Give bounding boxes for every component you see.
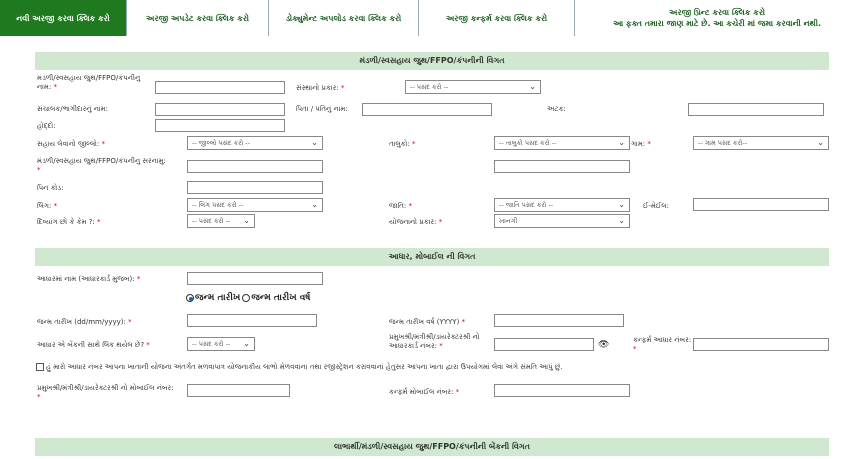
required-mark: * <box>633 345 637 353</box>
district-label <box>37 140 105 149</box>
address-line2-input[interactable] <box>494 160 630 173</box>
scheme-type-label <box>389 218 442 227</box>
address-label-text: મંડળી/સ્વસહાય જુથ/FFPO/કંપનીનુ સરનામુ: <box>37 157 166 165</box>
surname-input[interactable] <box>688 103 824 116</box>
radio-birth-year[interactable] <box>242 294 250 302</box>
gender-select[interactable] <box>187 198 323 212</box>
required-mark: * <box>96 218 101 226</box>
birth-year-label-text: જન્મ તારીખ વર્ષ (YYYY) <box>389 318 460 326</box>
director-name-input[interactable] <box>155 103 285 116</box>
required-mark: * <box>128 318 132 326</box>
caste-select-value: -- જાતિ પસંદ કરો -- <box>499 200 554 209</box>
radio-birth-year-label: જન્મ તારીખ વર્ષ <box>251 293 311 303</box>
chevron-down-icon: ⌄ <box>618 138 625 147</box>
email-input[interactable] <box>693 198 829 211</box>
district-select-value: -- જીલ્લો પસંદ કરો -- <box>192 138 250 147</box>
disabled-select[interactable] <box>187 214 255 228</box>
post-input[interactable] <box>155 119 285 132</box>
aadhaar-number-label-line2: આધારકાર્ડ નંબર: <box>389 342 437 350</box>
pincode-label: પિન કોડ: <box>37 184 64 192</box>
taluka-label <box>389 140 415 149</box>
required-mark: * <box>136 275 141 283</box>
scheme-type-select[interactable] <box>494 214 630 228</box>
tab-upload-documents[interactable]: ડોક્યુમેન્ટ અપલોડ કરવા ક્લિક કરો <box>269 0 419 36</box>
top-tabs <box>0 0 859 36</box>
required-mark: * <box>146 341 150 349</box>
caste-label-text: જાતિ: <box>389 202 407 210</box>
chevron-down-icon: ⌄ <box>311 138 318 147</box>
caste-label <box>389 202 412 211</box>
required-mark: * <box>439 342 443 350</box>
aadhaar-number-label-line1: પ્રમુખશ્રી/મંત્રીશ્રી/ડાયરેક્ટરશ્રી નો <box>389 333 480 341</box>
org-type-select[interactable] <box>405 80 541 94</box>
birth-year-label <box>389 318 465 327</box>
tab-print-note: આ ફક્ત તમારા જાણ માટે છે. આ કચેરી માં જમા કરવાની નથી. <box>612 19 822 28</box>
chevron-down-icon: ⌄ <box>243 216 250 225</box>
radio-dob-label: જન્મ તારીખ <box>195 293 241 303</box>
village-select-value: -- ગામ પસંદ કરો-- <box>698 138 748 147</box>
confirm-mobile-label <box>389 388 459 397</box>
disabled-label-text: દિવ્યાંગ છો કે કેમ ?: <box>37 218 95 226</box>
district-select[interactable] <box>187 136 323 150</box>
section-bank-details-header: લાભાર્થી/મંડળી/સ્વસહાય જુથ/FFPO/કંપનીની બેંકની વિગત <box>35 438 829 456</box>
birth-year-input[interactable] <box>494 314 624 327</box>
gender-label <box>37 202 57 211</box>
taluka-select-value: -- તાલુકો પસંદ કરો -- <box>499 138 557 147</box>
director-name-label: સંચાલક/ભાગીદારનું નામ: <box>37 105 108 113</box>
org-type-select-value: -- પસંદ કરો -- <box>410 82 449 91</box>
chevron-down-icon: ⌄ <box>618 216 625 225</box>
gender-label-text: લિંગ: <box>37 202 52 210</box>
required-mark: * <box>37 166 41 174</box>
scheme-type-label-text: યોજનાનો પ્રકાર: <box>389 218 437 226</box>
aadhaar-name-label-text: આધારમાં નામ (આધારકાર્ડ મુજબ): <box>37 275 135 283</box>
tab-confirm-application[interactable]: અરજી કન્ફર્મ કરવા ક્લિક કરો <box>419 0 575 36</box>
taluka-select[interactable] <box>494 136 630 150</box>
required-mark: * <box>101 140 105 148</box>
tab-print-label: અરજી પ્રિન્ટ કરવા ક્લિક કરો <box>669 8 765 17</box>
village-label <box>631 140 651 149</box>
required-mark: * <box>411 140 416 148</box>
tab-print-application[interactable] <box>575 0 859 36</box>
disabled-select-value: -- પસંદ કરો -- <box>192 216 231 225</box>
required-mark: * <box>455 388 460 396</box>
tab-update-application[interactable]: અરજી અપડેટ કરવા ક્લિક કરો <box>127 0 269 36</box>
caste-select[interactable] <box>494 198 630 212</box>
dob-label <box>37 318 132 327</box>
confirm-aadhaar-label-text: કન્ફર્મ આધાર નંબર: <box>633 336 692 344</box>
aadhaar-name-label <box>37 275 140 284</box>
org-type-label-text: સંસ્થાનો પ્રકાર: <box>296 84 339 92</box>
consent-checkbox[interactable] <box>36 363 44 371</box>
gender-select-value: -- લિંગ પસંદ કરો -- <box>192 200 244 209</box>
chevron-down-icon: ⌄ <box>618 200 625 209</box>
eye-icon[interactable]: 👁 <box>598 340 610 350</box>
confirm-mobile-input[interactable] <box>494 384 630 397</box>
org-name-input[interactable] <box>155 81 285 94</box>
aadhaar-seeded-select[interactable] <box>187 337 255 351</box>
village-select[interactable] <box>693 136 829 150</box>
aadhaar-seeded-select-value: -- પસંદ કરો -- <box>192 339 231 348</box>
chevron-down-icon: ⌄ <box>311 200 318 209</box>
required-mark: * <box>53 202 58 210</box>
required-mark: * <box>461 318 466 326</box>
mobile-input[interactable] <box>187 384 290 397</box>
dob-choice-radio-group <box>186 293 310 303</box>
email-label: ઈ-મેઈલ: <box>643 202 669 210</box>
required-mark: * <box>37 393 41 401</box>
mobile-label <box>37 384 174 402</box>
required-mark: * <box>647 140 651 148</box>
surname-label: અટક: <box>547 105 566 113</box>
org-name-label <box>37 74 140 92</box>
tab-new-application[interactable]: નવી અરજી કરવા ક્લિક કરો <box>0 0 127 36</box>
mobile-label-text: પ્રમુખશ્રી/મંત્રીશ્રી/ડાયરેક્ટરશ્રી નો મોબાઈલ નંબર: <box>37 384 174 392</box>
father-name-label: પિતા / પતિનું નામ: <box>296 105 348 113</box>
father-name-input[interactable] <box>362 103 492 116</box>
required-mark: * <box>408 202 412 210</box>
org-type-label <box>296 84 344 93</box>
aadhaar-seeded-label-text: આધાર એ બેંકની સાથે લિંક થયેલ છે? <box>37 341 145 349</box>
chevron-down-icon: ⌄ <box>817 138 824 147</box>
org-name-label-line2: નામ: <box>37 83 52 91</box>
village-label-text: ગામ: <box>631 140 646 148</box>
section-aadhaar-mobile-header: આધાર, મોબાઈલ ની વિગત <box>35 248 829 266</box>
disabled-label <box>37 218 100 227</box>
aadhaar-name-input[interactable] <box>187 272 323 285</box>
address-input[interactable] <box>187 160 323 173</box>
radio-dob[interactable] <box>186 294 194 302</box>
org-name-label-line1: મંડળી/સ્વસહાય જુથ/FFPO/કંપનીનુ <box>37 74 141 82</box>
required-mark: * <box>438 218 443 226</box>
consent-text: હું મારો આધાર નંબર આપના ખાતાની યોજના અંતર્ગત મળવાપાત્ર યોજનાકીય લાભો મેળવવાના તથા રજીસ્ટ્રેશન કરાવવાનાં હેતુસર આપના ખાતા દ્વારા ઉપયોગમાં લેવા અંગે સંમતિ આપું છું. <box>46 363 563 371</box>
aadhaar-seeded-label <box>37 341 150 350</box>
confirm-mobile-label-text: કન્ફર્મ મોબાઈલ નંબર: <box>389 388 454 396</box>
dob-input[interactable] <box>187 314 317 327</box>
taluka-label-text: તાલુકો: <box>389 140 410 148</box>
confirm-aadhaar-input[interactable] <box>693 338 829 351</box>
confirm-aadhaar-label <box>633 336 691 354</box>
aadhaar-number-label <box>389 333 480 351</box>
aadhaar-number-input[interactable] <box>494 338 594 351</box>
required-mark: * <box>53 83 57 91</box>
district-label-text: સહાય લેવાનો જીલ્લો: <box>37 140 100 148</box>
dob-label-text: જન્મ તારીખ (dd/mm/yyyy): <box>37 318 126 326</box>
chevron-down-icon: ⌄ <box>243 339 250 348</box>
pincode-input[interactable] <box>187 181 323 194</box>
post-label: હોદ્દો: <box>37 122 56 130</box>
section-org-details-header: મંડળી/સ્વસહાય જુથ/FFPO/કંપનીની વિગત <box>35 52 829 70</box>
scheme-type-select-value: ખાનગી <box>499 216 518 225</box>
address-label <box>37 157 166 175</box>
chevron-down-icon: ⌄ <box>529 82 536 91</box>
required-mark: * <box>340 84 345 92</box>
